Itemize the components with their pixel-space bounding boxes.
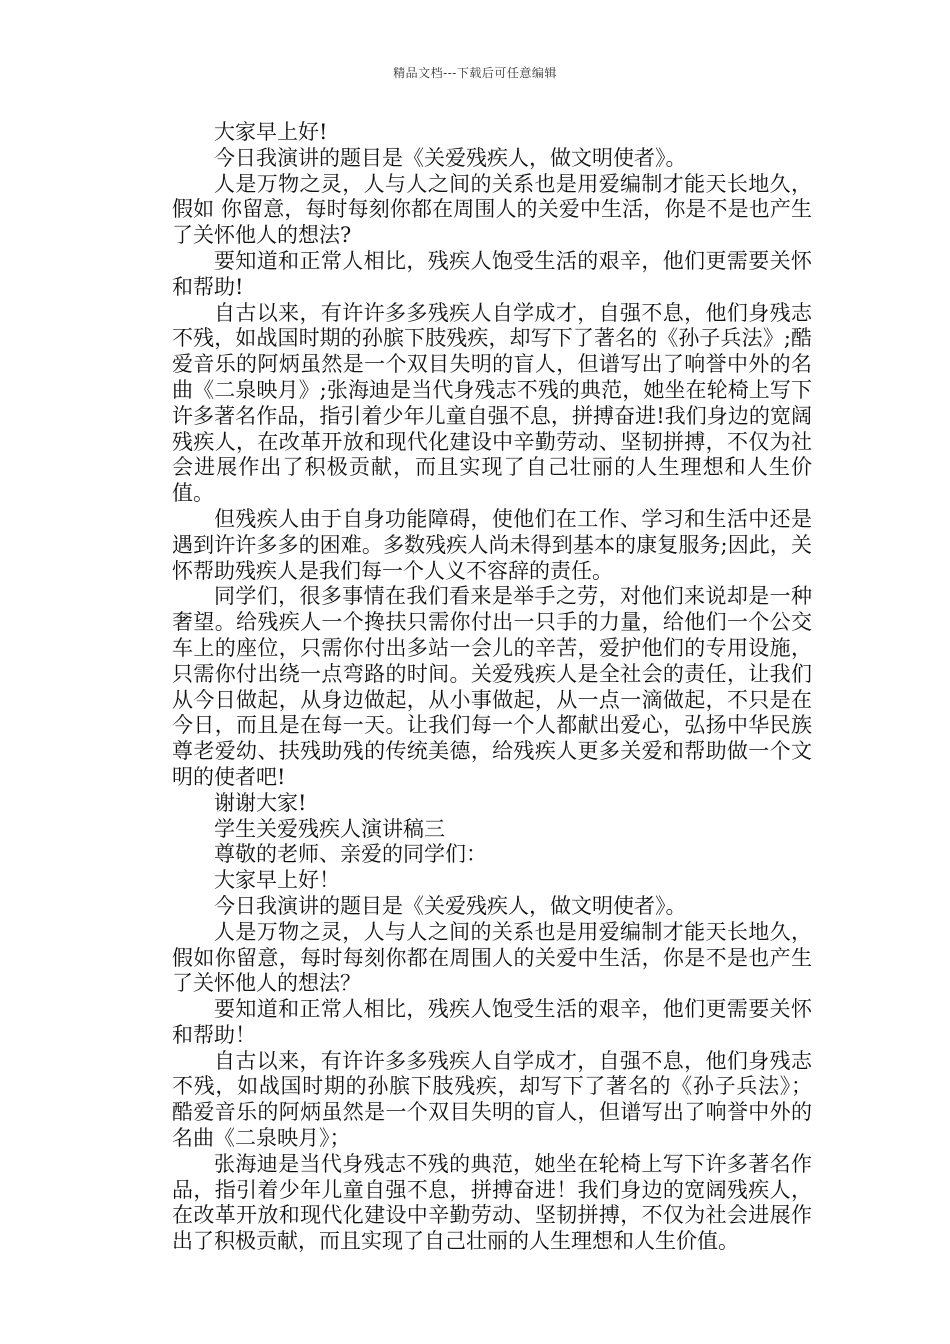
paragraph-examples-1: 自古以来，有许许多多残疾人自学成才，自强不息，他们身残志不残，如战国时期的孙膑下肢残疾，却写下了著名的《孙子兵法》;酷爱音乐的阿炳虽然是一个双目失明的盲人，但谱写出了响誉中外的名曲《二泉映月》;张海迪是当代身残志不残的典范，她坐在轮椅上写下许多著名作品，指引着少年儿童自强不息，拼搏奋进!我们身边的宽阔残疾人，在改革开放和现代化建设中辛勤劳动、坚韧拼搏，不仅为社会进展作出了积极贡献，而且实现了自己壮丽的人生理想和人生价值。 bbox=[172, 300, 812, 506]
paragraph-love-1: 人是万物之灵，人与人之间的关系也是用爱编制才能天长地久，假如 你留意，每时每刻你都在周围人的关爱中生活，你是不是也产生了关怀他人的想法? bbox=[172, 171, 812, 248]
paragraph-salutation: 尊敬的老师、亲爱的同学们： bbox=[214, 842, 487, 867]
paragraph-examples-2: 自古以来，有许许多多残疾人自学成才，自强不息，他们身残志不残，如战国时期的孙膑下肢残疾，却写下了著名的《孙子兵法》；酷爱音乐的阿炳虽然是一个双目失明的盲人，但谱写出了响誉中外的名曲《二泉映月》； bbox=[172, 1048, 812, 1151]
paragraph-topic-1: 今日我演讲的题目是《关爱残疾人，做文明使者》。 bbox=[214, 145, 687, 170]
paragraph-greeting-2: 大家早上好！ bbox=[214, 868, 340, 893]
page-header: 精品文档---下载后可任意编辑 bbox=[393, 66, 557, 80]
section-title: 学生关爱残疾人演讲稿三 bbox=[214, 816, 445, 841]
paragraph-zhang-haidi: 张海迪是当代身残志不残的典范，她坐在轮椅上写下许多著名作品，指引着少年儿童自强不息，拼搏奋进！我们身边的宽阔残疾人，在改革开放和现代化建设中辛勤劳动、坚韧拼搏，不仅为社会进展作出了积极贡献，而且实现了自己壮丽的人生理想和人生价值。 bbox=[172, 1151, 812, 1254]
paragraph-topic-2: 今日我演讲的题目是《关爱残疾人，做文明使者》。 bbox=[214, 893, 687, 918]
paragraph-love-2: 人是万物之灵，人与人之间的关系也是用爱编制才能天长地久，假如你留意，每时每刻你都在周围人的关爱中生活，你是不是也产生了关怀他人的想法？ bbox=[172, 919, 812, 996]
paragraph-thanks: 谢谢大家! bbox=[214, 790, 307, 815]
paragraph-appeal: 同学们，很多事情在我们看来是举手之劳，对他们来说却是一种奢望。给残疾人一个搀扶只需你付出一只手的力量，给他们一个公交车上的座位，只需你付出多站一会儿的辛苦，爱护他们的专用设施，只需你付出绕一点弯路的时间。关爱残疾人是全社会的责任，让我们从今日做起，从身边做起，从小事做起，从一点一滴做起，不只是在今日，而且是在每一天。让我们每一个人都献出爱心，弘扬中华民族尊老爱幼、扶残助残的传统美德，给残疾人更多关爱和帮助做一个文明的使者吧! bbox=[172, 584, 812, 789]
paragraph-hardship-2: 要知道和正常人相比，残疾人饱受生活的艰辛，他们更需要关怀和帮助！ bbox=[172, 997, 812, 1047]
paragraph-difficulties: 但残疾人由于自身功能障碍，使他们在工作、学习和生活中还是遇到许许多多的困难。多数残疾人尚未得到基本的康复服务;因此，关怀帮助残疾人是我们每一个人义不容辞的责任。 bbox=[172, 506, 812, 583]
paragraph-hardship-1: 要知道和正常人相比，残疾人饱受生活的艰辛，他们更需要关怀和帮助! bbox=[172, 248, 812, 299]
document-body bbox=[172, 120, 812, 1255]
paragraph-greeting-1: 大家早上好! bbox=[214, 120, 328, 144]
